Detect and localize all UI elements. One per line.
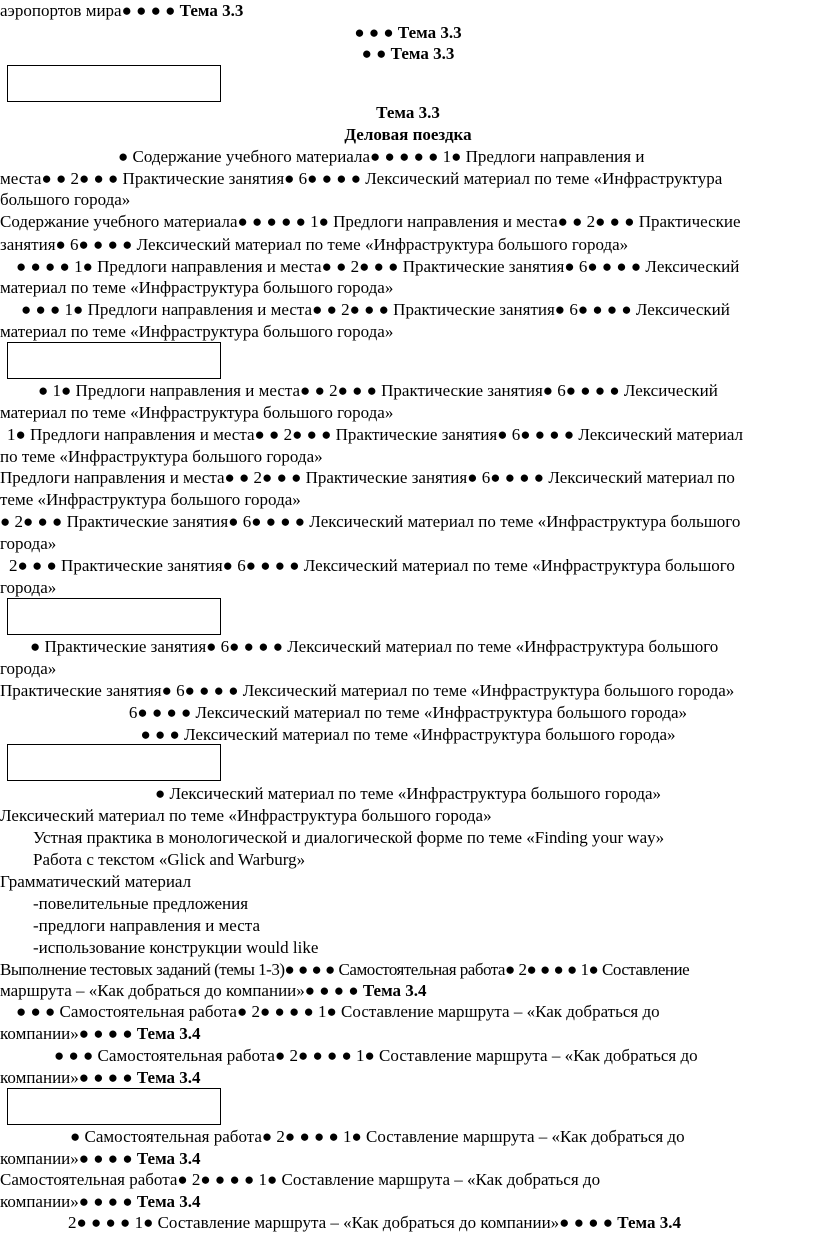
text-line: компании»● ● ● ● Тема 3.4 [0,1024,201,1043]
text-line: 6● ● ● ● Лексический материал по теме «Инфраструктура большого города» [128,703,688,722]
text-line: города» [0,534,57,553]
text-line: материал по теме «Инфраструктура большого города» [0,278,394,297]
text-line: города» [0,578,57,597]
text-line: большого города» [0,190,131,209]
text-line: -предлоги направления и места [33,916,260,935]
text-line: теме «Инфраструктура большого города» [0,490,301,509]
section-title: Деловая поездка [344,125,472,144]
text-line: Выполнение тестовых заданий (темы 1-3)● ● ● ● Самостоятельная работа● 2● ● ● ● 1● Составление [0,960,690,979]
text-line: ● ● ● 1● Предлоги направления и места● ● 2● ● ● Практические занятия● 6● ● ● ● Лексический [21,300,730,319]
text-line: компании»● ● ● ● Тема 3.4 [0,1068,201,1087]
text-line: Лексический материал по теме «Инфраструктура большого города» [0,806,492,825]
text-line: Самостоятельная работа● 2● ● ● ● 1● Составление маршрута – «Как добраться до [0,1170,601,1189]
text-line: компании»● ● ● ● Тема 3.4 [0,1149,201,1168]
text-line: Содержание учебного материала● ● ● ● ● 1● Предлоги направления и места● ● 2● ● ● Практические [0,212,741,231]
text-line: Устная практика в монологической и диалогической форме по теме «Finding your way» [33,828,665,847]
text-line: -использование конструкции would like [33,938,319,957]
text-line: ● ● ● Тема 3.3 [354,23,462,42]
text-line: ● ● ● ● 1● Предлоги направления и места● ● 2● ● ● Практические занятия● 6● ● ● ● Лексический [16,257,740,276]
text-line: ● Самостоятельная работа● 2● ● ● ● 1● Составление маршрута – «Как добраться до [70,1127,685,1146]
text-line: материал по теме «Инфраструктура большого города» [0,403,394,422]
text-line: по теме «Инфраструктура большого города» [0,447,323,466]
text-line: ● ● ● Лексический материал по теме «Инфраструктура большого города» [140,725,676,744]
text-line: ● Лексический материал по теме «Инфраструктура большого города» [154,784,662,803]
text-line: города» [0,659,57,678]
text-line: 2● ● ● Практические занятия● 6● ● ● ● Лексический материал по теме «Инфраструктура большого [9,556,735,575]
blank-frame [7,1088,221,1125]
text-line: ● ● ● Самостоятельная работа● 2● ● ● ● 1● Составление маршрута – «Как добраться до [54,1046,698,1065]
text-line: ● Содержание учебного материала● ● ● ● ● 1● Предлоги направления и [118,147,645,166]
text-line: ● 2● ● ● Практические занятия● 6● ● ● ● Лексический материал по теме «Инфраструктура большого [0,512,741,531]
text-line: Работа с текстом «Glick and Warburg» [33,850,306,869]
text-line: маршрута – «Как добраться до компании»● ● ● ● Тема 3.4 [0,981,427,1000]
blank-frame [7,598,221,635]
text-line: ● ● Тема 3.3 [361,44,455,63]
text-line: 2● ● ● ● 1● Составление маршрута – «Как добраться до компании»● ● ● ● Тема 3.4 [68,1213,681,1232]
text-line: ● Практические занятия● 6● ● ● ● Лексический материал по теме «Инфраструктура большого [30,637,719,656]
text-line: места● ● 2● ● ● Практические занятия● 6● ● ● ● Лексический материал по теме «Инфраструктура [0,169,723,188]
blank-frame [7,65,221,102]
text-line: Грамматический материал [0,872,192,891]
text-line: 1● Предлоги направления и места● ● 2● ● ● Практические занятия● 6● ● ● ● Лексический материал [7,425,744,444]
text-line: ● 1● Предлоги направления и места● ● 2● ● ● Практические занятия● 6● ● ● ● Лексический [38,381,718,400]
text-line: материал по теме «Инфраструктура большого города» [0,322,394,341]
text-line: Практические занятия● 6● ● ● ● Лексический материал по теме «Инфраструктура большого города» [0,681,735,700]
text-line: компании»● ● ● ● Тема 3.4 [0,1192,201,1211]
text-line: -повелительные предложения [33,894,249,913]
text-line: Предлоги направления и места● ● 2● ● ● Практические занятия● 6● ● ● ● Лексический материал по [0,468,735,487]
text-line: ● ● ● Самостоятельная работа● 2● ● ● ● 1● Составление маршрута – «Как добраться до [16,1002,660,1021]
text-line: аэропортов мира● ● ● ● Тема 3.3 [0,1,244,20]
blank-frame [7,342,221,379]
text-line: занятия● 6● ● ● ● Лексический материал по теме «Инфраструктура большого города» [0,235,629,254]
blank-frame [7,744,221,781]
section-heading: Тема 3.3 [376,103,440,122]
